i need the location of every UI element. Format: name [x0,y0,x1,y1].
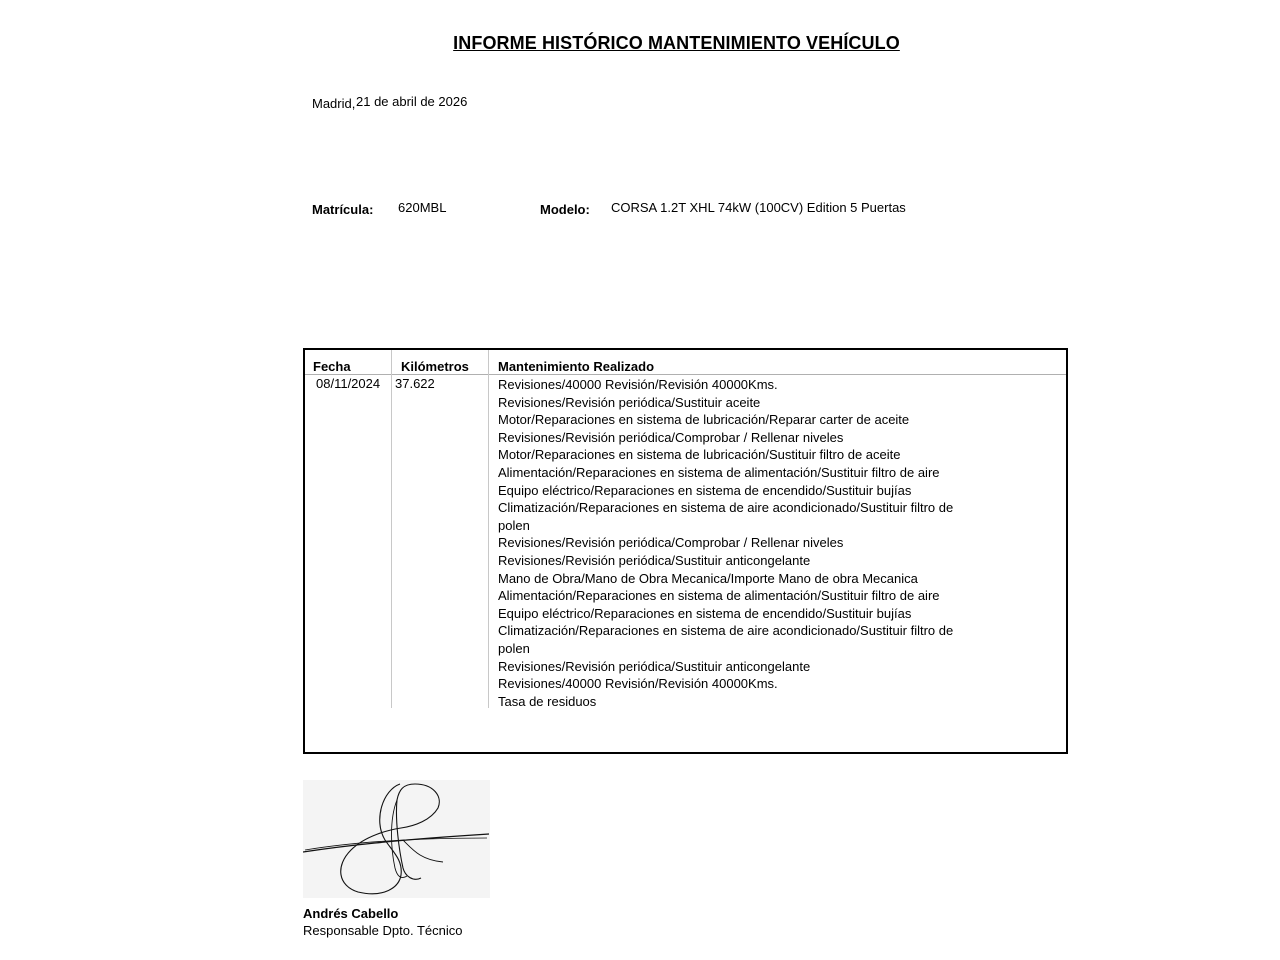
report-title: INFORME HISTÓRICO MANTENIMIENTO VEHÍCULO [453,33,900,53]
maintenance-line: Alimentación/Reparaciones en sistema de alimentación/Sustituir filtro de aire [498,588,940,604]
column-divider [488,350,489,708]
row-km: 37.622 [395,376,435,391]
maintenance-line: Revisiones/Revisión periódica/Sustituir anticongelante [498,658,811,674]
maintenance-line: polen [498,517,530,533]
maintenance-table [303,348,1068,754]
column-header-date: Fecha [313,359,351,374]
maintenance-line: polen [498,640,530,656]
column-divider [391,350,392,708]
maintenance-line: Tasa de residuos [498,693,597,709]
header-divider [305,374,1066,375]
model-label: Modelo: [540,202,590,217]
plate-label: Matrícula: [312,202,374,217]
handwritten-signature [303,780,490,898]
maintenance-line: Equipo eléctrico/Reparaciones en sistema de encendido/Sustituir bujías [498,482,912,498]
column-header-km: Kilómetros [401,359,469,374]
maintenance-line: Climatización/Reparaciones en sistema de aire acondicionado/Sustituir filtro de [498,623,954,639]
maintenance-line: Revisiones/Revisión periódica/Comprobar / Rellenar niveles [498,535,844,551]
row-date: 08/11/2024 [316,376,381,391]
maintenance-line: Motor/Reparaciones en sistema de lubricación/Reparar carter de aceite [498,412,910,428]
maintenance-line: Equipo eléctrico/Reparaciones en sistema de encendido/Sustituir bujías [498,605,912,621]
row-work-list [498,376,1058,710]
plate-value: 620MBL [398,200,447,215]
report-date: 21 de abril de 2026 [356,94,468,109]
maintenance-line: Revisiones/Revisión periódica/Sustituir aceite [498,394,761,410]
column-header-work: Mantenimiento Realizado [498,359,655,374]
report-place: Madrid, [312,96,356,111]
maintenance-line: Revisiones/40000 Revisión/Revisión 40000Kms. [498,676,778,692]
maintenance-line: Alimentación/Reparaciones en sistema de alimentación/Sustituir filtro de aire [498,464,940,480]
model-value: CORSA 1.2T XHL 74kW (100CV) Edition 5 Puertas [611,200,906,215]
maintenance-line: Revisiones/Revisión periódica/Sustituir anticongelante [498,552,811,568]
maintenance-line: Mano de Obra/Mano de Obra Mecanica/Importe Mano de obra Mecanica [498,570,918,586]
signer-name: Andrés Cabello [303,906,399,921]
maintenance-line: Revisiones/Revisión periódica/Comprobar / Rellenar niveles [498,429,844,445]
maintenance-line: Climatización/Reparaciones en sistema de aire acondicionado/Sustituir filtro de [498,500,954,516]
signature-image [303,780,490,898]
signer-role: Responsable Dpto. Técnico [303,923,463,938]
maintenance-line: Revisiones/40000 Revisión/Revisión 40000Kms. [498,377,778,392]
maintenance-line: Motor/Reparaciones en sistema de lubricación/Sustituir filtro de aceite [498,447,901,463]
